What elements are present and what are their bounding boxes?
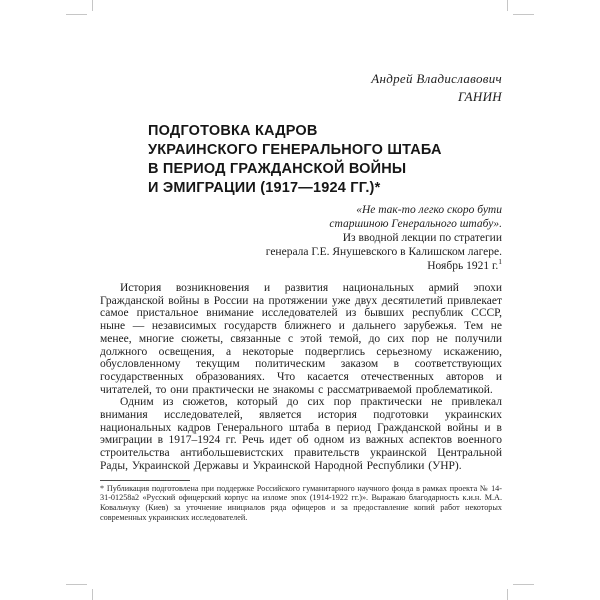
footnote-text-line	[100, 484, 502, 523]
article-title	[100, 122, 502, 198]
title-line: ПОДГОТОВКА КАДРОВ	[148, 123, 318, 139]
footnote-block	[100, 480, 502, 523]
epigraph-quote-line: старшиною Генерального штабу».	[329, 218, 502, 230]
footnote-marker: *	[100, 483, 105, 493]
crop-mark-top-right-vertical	[507, 0, 508, 11]
footnote-divider	[100, 480, 190, 481]
title-line: УКРАИНСКОГО ГЕНЕРАЛЬНОГО ШТАБА	[148, 142, 442, 158]
author-surname: ГАНИН	[457, 89, 502, 104]
crop-mark-top-left-vertical	[92, 0, 93, 11]
footnote-reference-1: 1	[498, 257, 502, 267]
body-paragraph: Одним из сюжетов, который до сих пор практически не привлекал внимания исследователей, является история подготовки украинских национальных кадров Генерального штаба в период Гражданской войны и в эмиграции в 1917–1924 гг. Речь идет об одном из важных аспектов военного строительства антибольшевистских правительств украинской Центральной Рады, Украинской Державы и Украинской Народной Республики (УНР).	[100, 396, 502, 472]
epigraph-date-line	[100, 259, 502, 273]
crop-mark-bottom-left-vertical	[92, 589, 93, 600]
crop-mark-bottom-right-vertical	[507, 589, 508, 600]
author-name: Андрей Владиславович	[371, 71, 502, 86]
title-line: В ПЕРИОД ГРАЖДАНСКОЙ ВОЙНЫ	[148, 161, 407, 177]
epigraph-date: Ноябрь 1921 г.	[427, 260, 499, 272]
epigraph-source-line: Из вводной лекции по стратегии	[342, 232, 502, 244]
epigraph	[100, 203, 502, 273]
epigraph-source-line: генерала Г.Е. Янушевского в Калишском лагере.	[265, 246, 502, 258]
body-paragraph: История возникновения и развития национальных армий эпохи Гражданской войны в России на протяжении уже двух десятилетий привлекает самое пристальное внимание исследователей из бывших республик СССР, ныне — независимых государств ближнего и дальнего зарубежья. Тем не менее, многие сюжеты, связанные с этой темой, до сих пор не получили должного освещения, а некоторые подверглись серьезному искажению, обусловленному текущим политическим заказом в соответствующих государственных образованиях. Что касается отечественных авторов и читателей, то они практически не знакомы с рассматриваемой проблематикой.	[100, 282, 502, 396]
author-block	[100, 70, 502, 106]
crop-mark-bottom-left-horizontal	[66, 584, 87, 585]
crop-mark-top-left-horizontal	[66, 14, 87, 15]
article-body	[100, 282, 502, 473]
epigraph-quote-line: «Не так-то легко скоро бути	[356, 204, 502, 216]
crop-mark-top-right-horizontal	[513, 14, 534, 15]
crop-mark-bottom-right-horizontal	[513, 584, 534, 585]
text-block	[100, 70, 502, 523]
title-line: И ЭМИГРАЦИИ (1917—1924 ГГ.)*	[148, 180, 381, 196]
footnote-text: Публикация подготовлена при поддержке Российского гуманитарного научного фонда в рамках проекта № 14-31-01258а2 «Русский офицерский корпус на изломе эпох (1914-1922 гг.)». Выражаю благодарность к.и.н. М.А. Ковальчуку (Киев) за уточнение инициалов ряда офицеров и за предоставление копий работ некоторых современных украинских исследователей.	[100, 483, 503, 522]
